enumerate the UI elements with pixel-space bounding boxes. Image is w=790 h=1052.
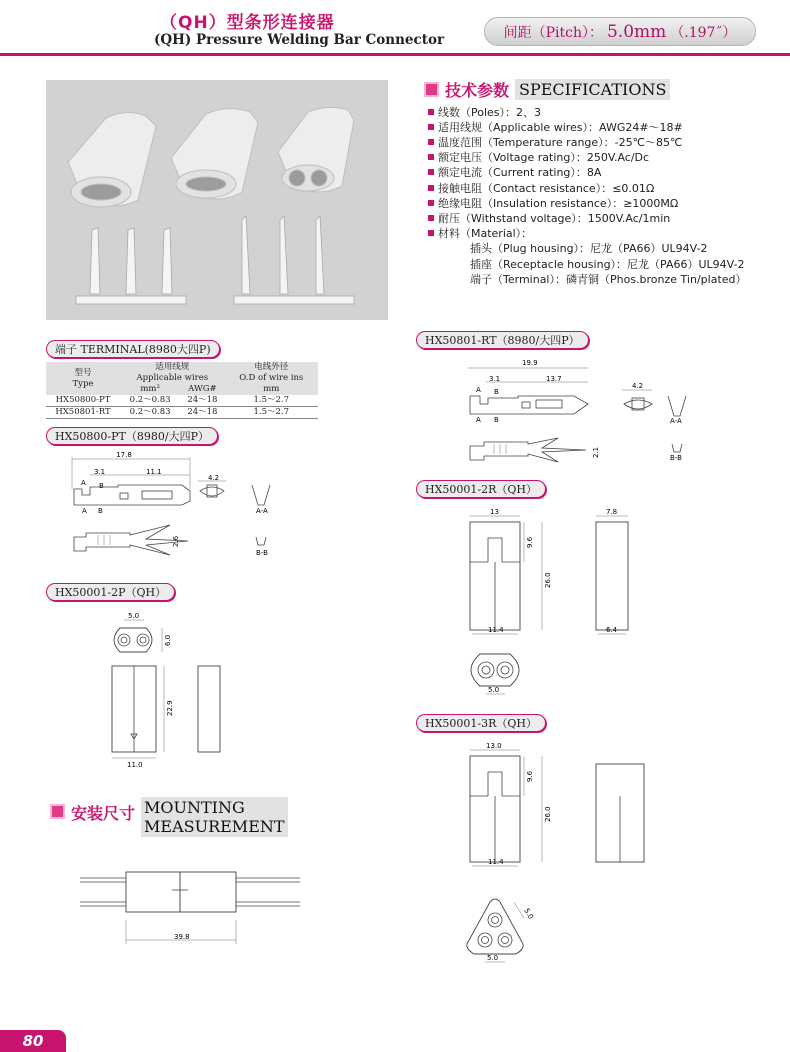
dim-pt-h: 2.6 — [172, 535, 180, 547]
bullet-icon — [428, 154, 434, 160]
dim-rt-len: 19.9 — [522, 359, 538, 367]
dim-rt-A2: A — [476, 416, 481, 424]
dim-pt-B: B — [99, 482, 104, 490]
terminal-table-title: 端子 TERMINAL(8980大四P) — [46, 340, 220, 358]
dim-p2-w: 11.0 — [127, 761, 143, 769]
dim-rt-a: 3.1 — [489, 375, 501, 383]
th-wire-en: Applicable wires — [136, 373, 209, 383]
dim-r3-pitch2: 5.0 — [522, 907, 535, 921]
pitch-inch: （.197˝） — [670, 24, 737, 41]
bullet-icon — [428, 215, 434, 221]
th-wire-cn: 适用线规 — [155, 362, 190, 372]
dim-pt-a: 3.1 — [94, 468, 106, 476]
dim-rt-B2: B — [494, 416, 499, 424]
dim-pt-A: A — [81, 479, 86, 487]
mounting-drawing — [80, 862, 320, 952]
product-photo — [46, 80, 388, 320]
dim-pt-A2: A — [82, 507, 87, 515]
bullet-icon — [428, 109, 434, 115]
dim-pt-B2: B — [98, 507, 103, 515]
dim-pt-len: 17.8 — [116, 451, 132, 459]
spec-row: 线数（Poles）：2、3 — [428, 104, 541, 120]
material-row: 插头（Plug housing）：尼龙（PA66）UL94V-2 — [470, 242, 708, 255]
dim-r3-h2: 26.0 — [544, 806, 552, 822]
dim-r2-pitch: 5.0 — [488, 686, 500, 694]
th-od-en: O.D of wire ins — [239, 373, 304, 383]
th-type-cn: 型号 — [74, 367, 92, 378]
th-mm2: mm² — [140, 384, 160, 394]
terminal-table — [46, 362, 318, 419]
dim-r2-side2: 6.4 — [606, 626, 618, 634]
dim-rt-A: A — [476, 386, 481, 394]
mounting-heading — [50, 797, 288, 837]
dim-r2-h2: 26.0 — [544, 572, 552, 588]
page-number: 80 — [0, 1030, 66, 1052]
dim-r2-h1: 9.6 — [526, 536, 534, 548]
spec-row: 材料（Material）： — [428, 225, 532, 241]
dim-rt-aa: A-A — [670, 417, 682, 425]
dim-r2-side: 7.8 — [606, 508, 618, 516]
dim-p2-pitch: 5.0 — [128, 612, 140, 620]
dim-rt-b: 13.7 — [546, 375, 562, 383]
spec-row: 适用线规（Applicable wires）：AWG24#～18# — [428, 119, 683, 135]
bullet-icon — [428, 230, 434, 236]
specifications-heading — [424, 78, 670, 101]
material-row: 端子（Terminal）：磷青铜（Phos.bronze Tin/plated） — [470, 273, 747, 286]
hx50001-2r-drawing — [458, 508, 658, 698]
hx50800-pt-drawing — [60, 451, 320, 565]
dim-r2-w2: 11.4 — [488, 626, 504, 634]
spec-row: 额定电流（Current rating）：8A — [428, 164, 601, 180]
material-row: 插座（Receptacle housing）：尼龙（PA66）UL94V-2 — [470, 258, 745, 271]
dim-rt-h: 2.1 — [592, 446, 600, 458]
mounting-title-en: MOUNTING MEASUREMENT — [141, 797, 288, 837]
th-od-cn: 电线外径 — [254, 362, 289, 372]
th-type-en: Type — [72, 378, 94, 389]
hx50800-pt-label: HX50800-PT（8980/大四P） — [46, 427, 218, 445]
dim-r3-h1: 9.6 — [526, 770, 534, 782]
dim-r2-w: 13 — [490, 508, 499, 516]
dim-p2-len: 22.9 — [166, 700, 174, 716]
heading-square-icon — [424, 82, 439, 97]
product-photo-illustration — [46, 80, 388, 320]
dim-r3-pitch: 5.0 — [487, 954, 499, 962]
header-divider — [0, 53, 790, 56]
dim-pt-aa: A-A — [256, 507, 268, 515]
specifications-title-en: SPECIFICATIONS — [515, 79, 670, 100]
bullet-icon — [428, 200, 434, 206]
spec-row: 绝缘电阻（Insulation resistance）：≥1000MΩ — [428, 195, 678, 211]
bullet-icon — [428, 124, 434, 130]
hx50001-3r-label: HX50001-3R（QH） — [416, 714, 546, 732]
dim-pt-b: 11.1 — [146, 468, 162, 476]
pitch-value: 5.0mm — [606, 21, 667, 42]
dim-rt-bb: B-B — [670, 454, 682, 462]
dim-rt-w: 4.2 — [632, 382, 644, 390]
th-mm: mm — [263, 384, 280, 394]
heading-square-icon — [50, 804, 65, 819]
dim-r3-w2: 11.4 — [488, 858, 504, 866]
spec-row: 接触电阻（Contact resistance）：≤0.01Ω — [428, 180, 654, 196]
pitch-badge — [484, 17, 756, 46]
dim-pt-bb: B-B — [256, 549, 268, 557]
hx50001-2p-label: HX50001-2P（QH） — [46, 583, 175, 601]
mounting-title-cn: 安装尺寸 — [71, 804, 136, 823]
spec-row: 温度范围（Temperature range）：-25℃～85℃ — [428, 134, 682, 150]
dim-r3-w: 13.0 — [486, 742, 502, 750]
spec-row: 耐压（Withstand voltage）：1500V.Ac/1min — [428, 210, 670, 226]
th-awg: AWG# — [188, 384, 217, 394]
dim-p2-h: 6.0 — [164, 634, 172, 646]
bullet-icon — [428, 169, 434, 175]
dim-mount-len: 39.8 — [174, 933, 190, 941]
hx50001-2p-drawing — [100, 612, 240, 772]
specifications-title-cn: 技术参数 — [445, 81, 510, 100]
page-title-cn: （QH）型条形连接器 — [160, 13, 335, 33]
page-title-en: (QH) Pressure Welding Bar Connector — [154, 32, 445, 48]
hx50801-rt-label: HX50801-RT（8980/大四P） — [416, 331, 589, 349]
hx50001-2r-label: HX50001-2R（QH） — [416, 480, 546, 498]
bullet-icon — [428, 185, 434, 191]
hx50801-rt-drawing — [462, 360, 702, 470]
dim-rt-B: B — [494, 388, 499, 396]
bullet-icon — [428, 139, 434, 145]
table-row: HX50801-RT 0.2～0.83 24～18 1.5～2.7 — [46, 407, 318, 419]
hx50001-3r-drawing — [458, 742, 658, 972]
spec-row: 额定电压（Voltage rating）：250V.Ac/Dc — [428, 149, 649, 165]
table-row: HX50800-PT 0.2～0.83 24～18 1.5～2.7 — [46, 395, 318, 407]
dim-pt-w: 4.2 — [208, 474, 220, 482]
pitch-label: 间距（Pitch）： — [503, 24, 603, 41]
